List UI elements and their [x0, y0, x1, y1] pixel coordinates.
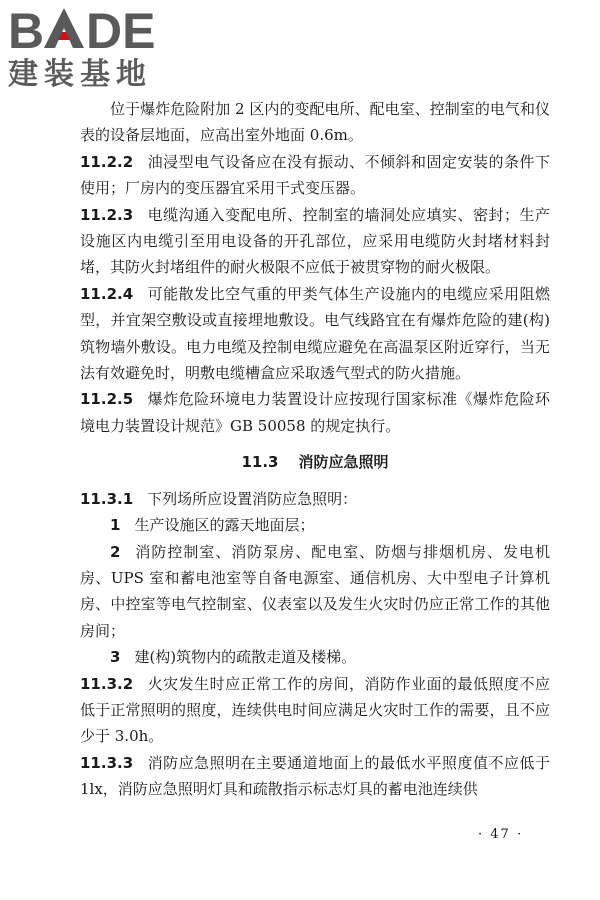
list-item-text: 生产设施区的露天地面层； [134, 516, 315, 535]
clause-number: 11.3.2 [80, 674, 134, 693]
document-body [80, 96, 550, 803]
clause-text: 爆炸危险环境电力装置设计应按现行国家标准《爆炸危险环境电力装置设计规范》GB 50058 的规定执行。 [80, 390, 550, 435]
clause-text: 油浸型电气设备应在没有振动、不倾斜和固定安装的条件下使用；厂房内的变压器宜采用干式变压器。 [80, 152, 550, 198]
logo-letter-de: DE [86, 4, 156, 59]
list-item-number: 2 [110, 542, 121, 561]
logo-letter-a [44, 8, 84, 48]
clause-11-3-1 [80, 486, 550, 512]
logo-subtitle: 建装基地 [8, 57, 152, 90]
logo-letter-b: B [8, 4, 45, 59]
paragraph-continuation [80, 96, 550, 149]
clause-11-2-3 [80, 202, 550, 281]
list-item-text: 建(构)筑物内的疏散走道及楼梯。 [134, 648, 357, 667]
clause-number: 11.2.4 [80, 284, 134, 303]
list-item [80, 539, 550, 645]
clause-11-3-2 [80, 671, 550, 750]
paragraph-text: 位于爆炸危险附加 2 区内的变配电所、配电室、控制室的电气和仪表的设备层地面，应高出室外地面 0.6m。 [80, 100, 550, 145]
clause-number: 11.2.3 [80, 205, 134, 224]
clause-11-2-5 [80, 386, 550, 439]
clause-11-2-4 [80, 281, 550, 387]
clause-11-3-3 [80, 750, 550, 803]
section-title: 消防应急照明 [298, 453, 389, 472]
clause-11-2-2 [80, 149, 550, 202]
brand-logo [8, 4, 178, 90]
clause-number: 11.2.5 [80, 390, 134, 409]
clause-text: 消防应急照明在主要通道地面上的最低水平照度值不应低于1lx，消防应急照明灯具和疏散指示标志灯具的蓄电池连续供 [80, 753, 550, 799]
clause-text: 可能散发比空气重的甲类气体生产设施内的电缆应采用阻燃型，并宜架空敷设或直接埋地敷设。电气线路宜在有爆炸危险的建(构)筑物墙外敷设。电力电缆及控制电缆应避免在高温泵区附近穿行，当无法有效避免时，明敷电缆槽盒应采取透气型式的防火措施。 [80, 284, 550, 383]
list-item-number: 3 [110, 648, 121, 667]
bade-logo-graphic [8, 4, 178, 90]
clause-text: 下列场所应设置消防应急照明： [147, 489, 358, 508]
section-heading [80, 449, 550, 475]
page-number: · 47 · [478, 827, 524, 842]
clause-number: 11.3.1 [80, 489, 134, 508]
section-number: 11.3 [241, 453, 279, 472]
clause-text: 火灾发生时应正常工作的房间，消防作业面的最低照度不应低于正常照明的照度，连续供电时间应满足火灾时工作的需要，且不应少于 3.0h。 [80, 674, 550, 746]
list-item [80, 644, 550, 670]
clause-number: 11.3.3 [80, 753, 134, 772]
list-item-text: 消防控制室、消防泵房、配电室、防烟与排烟机房、发电机房、UPS 室和蓄电池室等自备电源室、通信机房、大中型电子计算机房、中控室等电气控制室、仪表室以及发生火灾时仍应正常工作的其他房间； [80, 542, 550, 640]
clause-number: 11.2.2 [80, 152, 134, 171]
list-item [80, 512, 550, 538]
clause-text: 电缆沟通入变配电所、控制室的墙洞处应填实、密封；生产设施区内电缆引至用电设备的开孔部位，应采用电缆防火封堵材料封堵，其防火封堵组件的耐火极限不应低于被贯穿物的耐火极限。 [80, 205, 550, 277]
list-item-number: 1 [110, 516, 121, 535]
